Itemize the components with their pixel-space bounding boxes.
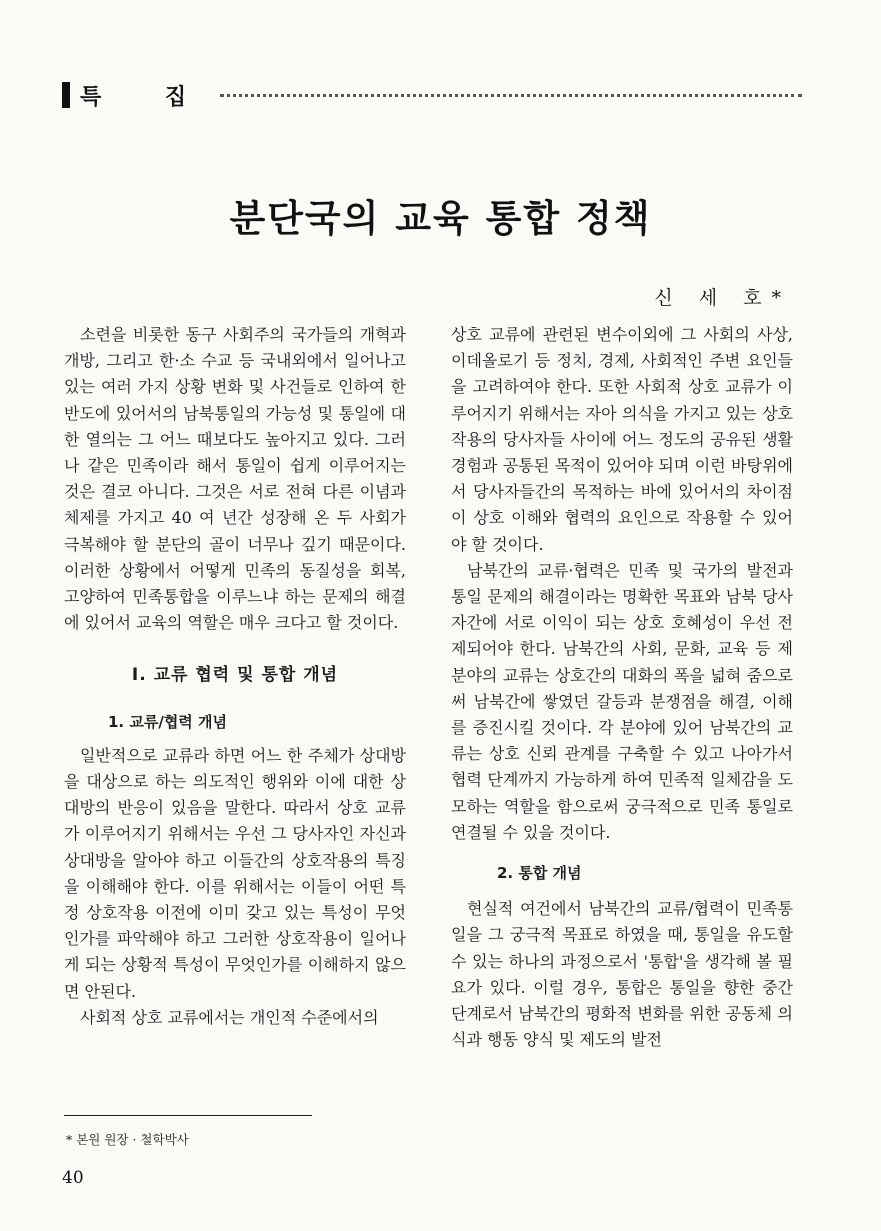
article-author: 신 세 호* (654, 287, 791, 309)
section-heading: Ⅰ. 교류 협력 및 통합 개념 (131, 665, 339, 686)
body-paragraph: 상호 교류에 관련된 변수이외에 그 사회의 사상, 이데올로기 등 정치, 경제, 사회적인 주변 요인들을 고려하여야 한다. 또한 사회적 상호 교류가 이루어지기 위해서는 자아 의식을 가지고 있는 상호작용의 당사자들 사이에 어느 정도의 공유된 생활 경험과 공통된 목적이 있어야 되며 이런 바탕위에서 당사자들간의 목적하는 바에 있어서의 차이점이 상호 이해와 협력의 요인으로 작용할 수 있어야 할 것이다. (451, 325, 793, 554)
section-header (62, 80, 802, 110)
article-title: 분단국의 교육 통합 정책 (229, 196, 652, 240)
subsection-heading: 2. 통합 개념 (497, 864, 582, 883)
body-paragraph: 현실적 여건에서 남북간의 교류/협력이 민족통일을 그 궁극적 목표로 하였을 때, 통일을 유도할 수 있는 하나의 과정으로서 '통합'을 생각해 볼 필요가 있다. 이럴 경우, 통합은 통일을 향한 중간 단계로서 남북간의 평화적 변화를 위한 공동체 의식과 행동 양식 및 제도의 발전 (451, 899, 793, 1050)
body-paragraph: 사회적 상호 교류에서는 개인적 수준에서의 (80, 1007, 379, 1027)
footnote: * 본원 원장 · 철학박사 (66, 1132, 189, 1147)
section-marker-bar (62, 82, 70, 108)
intro-paragraph: 소련을 비롯한 동구 사회주의 국가들의 개혁과 개방, 그리고 한·소 수교 등 국내외에서 일어나고 있는 여러 가지 상황 변화 및 사건들로 인하여 한반도에 있어서의 남북통일의 가능성 및 통일에 대한 열의는 그 어느 때보다도 높아지고 있다. 그러나 같은 민족이라 해서 통일이 쉽게 이루어지는 것은 결코 아니다. 그것은 서로 전혀 다른 이념과 체제를 가지고 40 여 년간 성장해 온 두 사회가 극복해야 할 분단의 골이 너무나 깊기 때문이다. 이러한 상황에서 어떻게 민족의 동질성을 회복, 고양하여 민족통합을 이루느냐 하는 문제의 해결에 있어서 교육의 역할은 매우 크다고 할 것이다. (64, 325, 406, 633)
footnote-divider (64, 1115, 312, 1116)
section-label: 특 집 (80, 84, 215, 110)
left-column (64, 322, 406, 1031)
body-paragraph: 남북간의 교류·협력은 민족 및 국가의 발전과 통일 문제의 해결이라는 명확한 목표와 남북 당사자간에 서로 이익이 되는 상호 호혜성이 우선 전제되어야 한다. 남북간의 사회, 문화, 교육 등 제 분야의 교류는 상호간의 대화의 폭을 넓혀 줌으로써 남북간에 쌓였던 갈등과 분쟁점을 해결, 이해를 증진시킬 것이다. 각 분야에 있어 남북간의 교류는 상호 신뢰 관계를 구축할 수 있고 나아가서 협력 단계까지 가능하게 하여 민족적 일체감을 도모하는 역할을 함으로써 궁극적으로 민족 통일로 연결될 수 있을 것이다. (451, 560, 793, 842)
page-number: 40 (62, 1168, 84, 1188)
right-column (451, 322, 793, 1053)
dotted-rule (220, 94, 802, 97)
body-paragraph: 일반적으로 교류라 하면 어느 한 주체가 상대방을 대상으로 하는 의도적인 행위와 이에 대한 상대방의 반응이 있음을 말한다. 따라서 상호 교류가 이루어지기 위해서는 우선 그 당사자인 자신과 상대방을 알아야 하고 이들간의 상호작용의 특징을 이해해야 한다. 이를 위해서는 이들이 어떤 특정 상호작용 이전에 이미 갖고 있는 특성이 무엇인가를 파악해야 하고 그러한 상호작용이 일어나게 되는 상황적 특성이 무엇인가를 이해하지 않으면 안된다. (64, 745, 406, 1001)
subsection-heading: 1. 교류/협력 개념 (108, 712, 227, 731)
